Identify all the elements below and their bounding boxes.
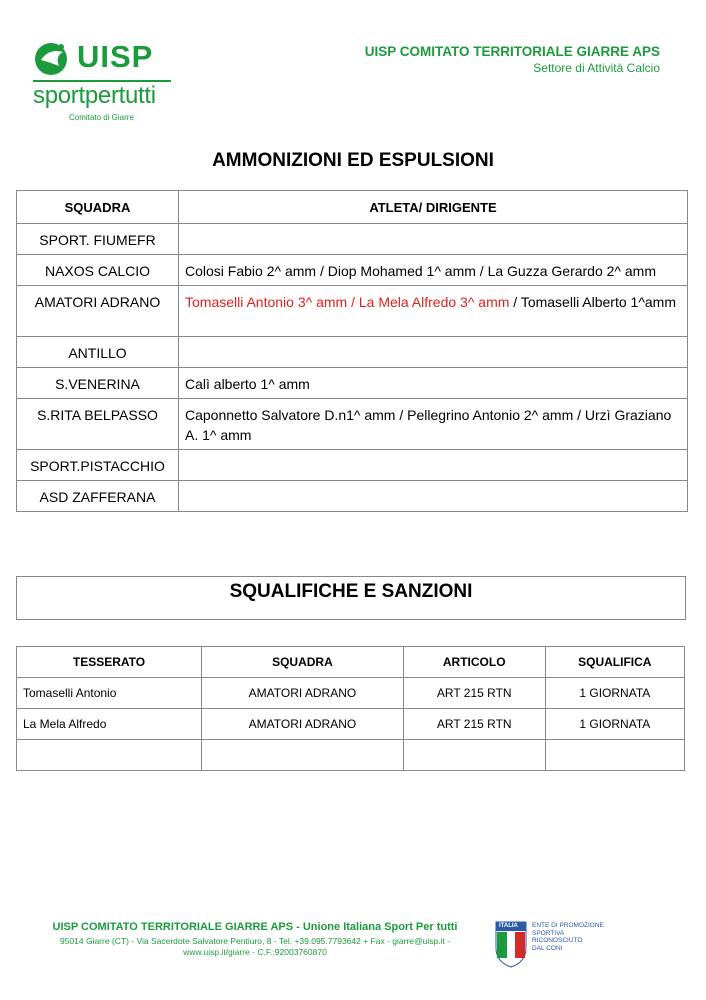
team-cell: ASD ZAFFERANA <box>17 481 179 512</box>
squadra-cell <box>202 740 404 771</box>
athlete-cell <box>179 337 688 368</box>
col-squadra-header: SQUADRA <box>202 647 404 678</box>
team-cell: SPORT. FIUMEFR <box>17 224 179 255</box>
footer-org: UISP COMITATO TERRITORIALE GIARRE APS - Unione Italiana Sport Per tutti <box>52 921 458 933</box>
squalifiche-title: SQUALIFICHE E SANZIONI <box>16 576 686 620</box>
athlete-text: Caponnetto Salvatore D.n1^ amm / Pellegrino Antonio 2^ amm / Urzì Graziano A. 1^ amm <box>185 407 672 443</box>
team-cell: AMATORI ADRANO <box>17 286 179 337</box>
squalifiche-table <box>16 646 685 771</box>
tesserato-cell <box>17 740 202 771</box>
athlete-text-red: Tomaselli Antonio 3^ amm / La Mela Alfredo 3^ amm <box>185 294 510 310</box>
coni-line: SPORTIVA <box>532 929 565 937</box>
articolo-cell: ART 215 RTN <box>403 709 545 740</box>
runner-icon <box>33 40 73 78</box>
team-cell: NAXOS CALCIO <box>17 255 179 286</box>
table-row <box>17 678 685 709</box>
table-header-row <box>17 647 685 678</box>
team-cell: SPORT.PISTACCHIO <box>17 450 179 481</box>
athlete-cell <box>179 255 688 286</box>
athlete-cell <box>179 224 688 255</box>
table-row <box>17 709 685 740</box>
org-name: UISP COMITATO TERRITORIALE GIARRE APS <box>364 44 660 59</box>
table-row <box>17 481 688 512</box>
team-cell: ANTILLO <box>17 337 179 368</box>
tesserato-cell: La Mela Alfredo <box>17 709 202 740</box>
col-squalifica-header: SQUALIFICA <box>545 647 684 678</box>
athlete-cell <box>179 481 688 512</box>
coni-text <box>532 922 604 952</box>
athlete-text: Calì alberto 1^ amm <box>185 376 310 392</box>
coni-line: RICONOSCIUTO <box>532 937 583 944</box>
col-tesserato-header: TESSERATO <box>17 647 202 678</box>
table-row <box>17 368 688 399</box>
table-row <box>17 740 685 771</box>
athlete-cell <box>179 399 688 450</box>
squalifica-cell: 1 GIORNATA <box>545 678 684 709</box>
uisp-logo <box>33 40 183 125</box>
athlete-cell <box>179 368 688 399</box>
col-articolo-header: ARTICOLO <box>403 647 545 678</box>
table-row <box>17 337 688 368</box>
ammonizioni-table <box>16 190 688 512</box>
table-row <box>17 255 688 286</box>
athlete-text: / Tomaselli Alberto 1^amm <box>509 294 677 310</box>
table-header-row <box>17 191 688 224</box>
squadra-cell: AMATORI ADRANO <box>202 709 404 740</box>
org-sector: Settore di Attività Calcio <box>533 61 660 75</box>
table-row <box>17 450 688 481</box>
org-header <box>365 44 660 75</box>
athlete-cell <box>179 450 688 481</box>
athlete-cell <box>179 286 688 337</box>
articolo-cell: ART 215 RTN <box>403 678 545 709</box>
logo-sub: Comitato di Giarre <box>69 113 134 122</box>
coni-line: ENTE DI PROMOZIONE <box>532 922 604 929</box>
coni-badge <box>494 920 624 970</box>
logo-tagline: sportpertutti <box>33 82 156 109</box>
coni-italia-label: ITALIA <box>499 923 518 929</box>
footer-address: 95014 Giarre (CT) - Via Sacerdote Salvatore Pentiuro, 8 - Tel. +39.095.7793642 + Fax - giarre@uisp.it - www.uisp.it/giarre - C.F.:92003760870 <box>59 936 451 957</box>
col-team-header: SQUADRA <box>17 191 179 224</box>
table-row <box>17 224 688 255</box>
squalifica-cell: 1 GIORNATA <box>545 709 684 740</box>
articolo-cell <box>403 740 545 771</box>
ammonizioni-title: AMMONIZIONI ED ESPULSIONI <box>212 150 494 171</box>
table-row <box>17 399 688 450</box>
logo-brand: UISP <box>77 39 154 74</box>
athlete-text: Colosi Fabio 2^ amm / Diop Mohamed 1^ amm / La Guzza Gerardo 2^ amm <box>185 263 656 279</box>
tesserato-cell: Tomaselli Antonio <box>17 678 202 709</box>
page-footer <box>30 921 480 958</box>
coni-line: DAL CONI <box>532 944 563 952</box>
team-cell: S.RITA BELPASSO <box>17 399 179 450</box>
squadra-cell: AMATORI ADRANO <box>202 678 404 709</box>
col-athlete-header: ATLETA/ DIRIGENTE <box>179 191 688 224</box>
team-cell: S.VENERINA <box>17 368 179 399</box>
squalifica-cell <box>545 740 684 771</box>
table-row <box>17 286 688 337</box>
